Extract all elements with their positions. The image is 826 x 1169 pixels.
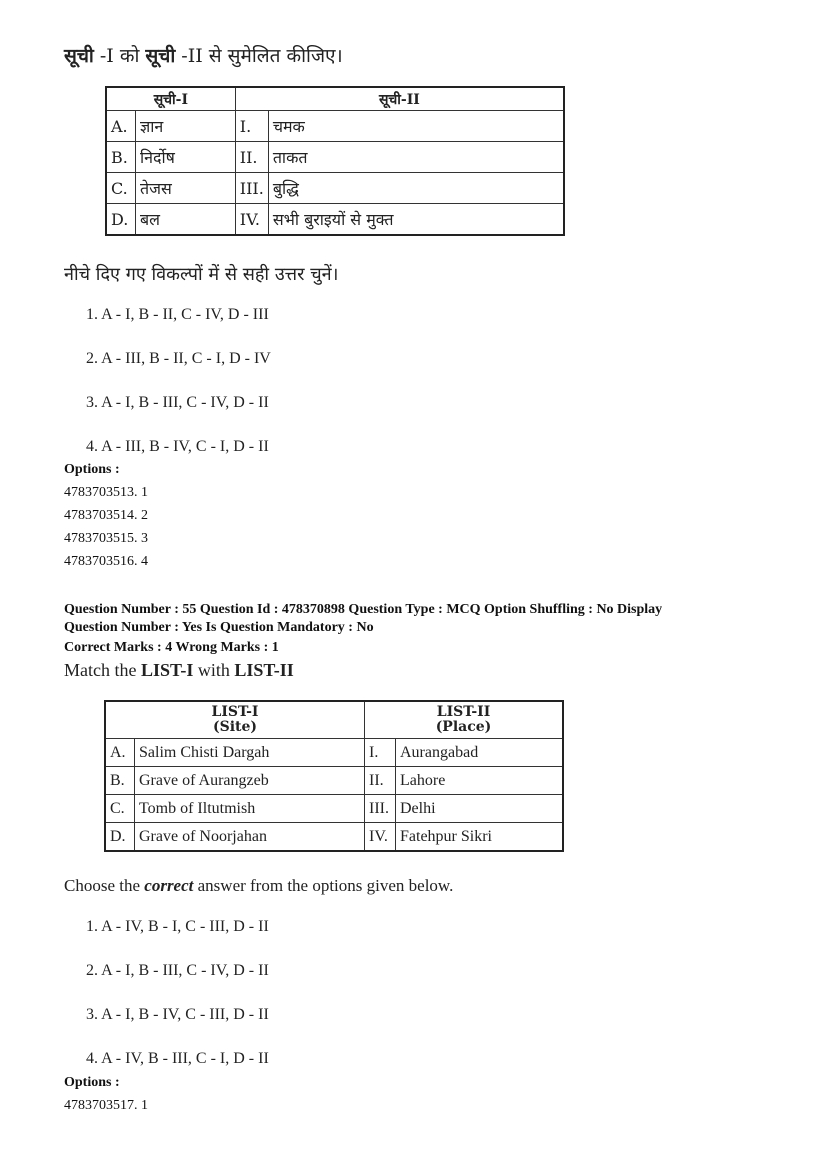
q2-meta-line-2: Question Number : Yes Is Question Mandatory : No — [64, 620, 374, 635]
q2-heading-list2: LIST-II — [234, 660, 294, 680]
table-row — [106, 111, 564, 142]
q2-match-table — [104, 700, 564, 852]
q2-heading-lead: Match the — [64, 660, 141, 680]
q1-choice-4: 4. A - III, B - IV, C - I, D - II — [86, 438, 269, 455]
q1-option-id-2: 4783703514. 2 — [64, 508, 148, 523]
list1-value: निर्दोष — [136, 142, 236, 173]
q2-option-id-1: 4783703517. 1 — [64, 1098, 148, 1113]
list2-key: IV. — [235, 204, 268, 236]
list2-header — [365, 701, 564, 739]
list2-header-sub: (Place) — [435, 719, 492, 735]
q2-instruction — [64, 876, 453, 896]
list2-value: Delhi — [396, 795, 564, 823]
list2-key: III. — [365, 795, 396, 823]
list2-header-title: LIST-II — [436, 704, 491, 720]
table-row — [105, 767, 563, 795]
list1-value: Grave of Aurangzeb — [135, 767, 365, 795]
list1-value: बल — [136, 204, 236, 236]
table-header-row — [106, 87, 564, 111]
q2-instruction-tail: answer from the options given below. — [193, 876, 454, 895]
q2-choice-3: 3. A - I, B - IV, C - III, D - II — [86, 1006, 269, 1023]
list2-value: बुद्धि — [268, 173, 564, 204]
q1-heading — [64, 42, 343, 68]
q2-choice-1: 1. A - IV, B - I, C - III, D - II — [86, 918, 269, 935]
q1-option-id-4: 4783703516. 4 — [64, 554, 148, 569]
list1-key: D. — [105, 823, 135, 852]
list1-key: B. — [106, 142, 136, 173]
list1-key: A. — [106, 111, 136, 142]
table-row — [105, 739, 563, 767]
list2-value: सभी बुराइयों से मुक्त — [268, 204, 564, 236]
list2-key: I. — [365, 739, 396, 767]
q2-instruction-lead: Choose the — [64, 876, 145, 895]
list1-value: ज्ञान — [136, 111, 236, 142]
q1-option-id-1: 4783703513. 1 — [64, 485, 148, 500]
q2-heading-list1: LIST-I — [140, 660, 194, 680]
list1-key: C. — [105, 795, 135, 823]
list1-header — [105, 701, 365, 739]
list1-header: सूची-I — [106, 87, 235, 111]
q2-instruction-emphasis: correct — [144, 876, 194, 895]
q1-heading-tail: -II से सुमेलित कीजिए। — [175, 45, 343, 67]
list2-header: सूची-II — [235, 87, 564, 111]
list1-key: B. — [105, 767, 135, 795]
list1-header-sub: (Site) — [212, 719, 258, 735]
q2-heading — [64, 660, 294, 681]
q1-instruction: नीचे दिए गए विकल्पों में से सही उत्तर चुनें। — [64, 264, 339, 285]
table-row — [106, 173, 564, 204]
list1-value: Tomb of Iltutmish — [135, 795, 365, 823]
q1-match-table — [105, 86, 565, 236]
list2-key: III. — [235, 173, 268, 204]
list2-key: II. — [365, 767, 396, 795]
table-row — [106, 204, 564, 236]
list2-key: I. — [235, 111, 268, 142]
q1-choice-1: 1. A - I, B - II, C - IV, D - III — [86, 306, 269, 323]
list2-value: Lahore — [396, 767, 564, 795]
list2-key: II. — [235, 142, 268, 173]
q1-heading-connector: -I को — [93, 45, 146, 67]
list2-key: IV. — [365, 823, 396, 852]
table-row — [105, 823, 563, 852]
q2-choice-2: 2. A - I, B - III, C - IV, D - II — [86, 962, 269, 979]
q2-choice-4: 4. A - IV, B - III, C - I, D - II — [86, 1050, 269, 1067]
list1-value: Salim Chisti Dargah — [135, 739, 365, 767]
q1-heading-list1: सूची — [64, 45, 94, 67]
table-row — [105, 795, 563, 823]
q2-meta-line-1: Question Number : 55 Question Id : 478370898 Question Type : MCQ Option Shuffling : No Display — [64, 602, 663, 617]
list2-value: ताकत — [268, 142, 564, 173]
q1-choice-2: 2. A - III, B - II, C - I, D - IV — [86, 350, 271, 367]
list2-value: Aurangabad — [396, 739, 564, 767]
list1-value: तेजस — [136, 173, 236, 204]
q1-choice-3: 3. A - I, B - III, C - IV, D - II — [86, 394, 269, 411]
q1-heading-list2: सूची — [145, 45, 176, 67]
list2-value: Fatehpur Sikri — [396, 823, 564, 852]
q2-meta-line-3: Correct Marks : 4 Wrong Marks : 1 — [64, 640, 279, 655]
table-header-row — [105, 701, 563, 739]
list1-key: C. — [106, 173, 136, 204]
q2-options-label: Options : — [64, 1075, 120, 1090]
list2-value: चमक — [268, 111, 564, 142]
table-row — [106, 142, 564, 173]
q1-option-id-3: 4783703515. 3 — [64, 531, 148, 546]
q2-heading-connector: with — [193, 660, 235, 680]
list1-value: Grave of Noorjahan — [135, 823, 365, 852]
list1-key: D. — [106, 204, 136, 236]
q1-options-label: Options : — [64, 462, 120, 477]
list1-header-title: LIST-I — [211, 704, 259, 720]
list1-key: A. — [105, 739, 135, 767]
